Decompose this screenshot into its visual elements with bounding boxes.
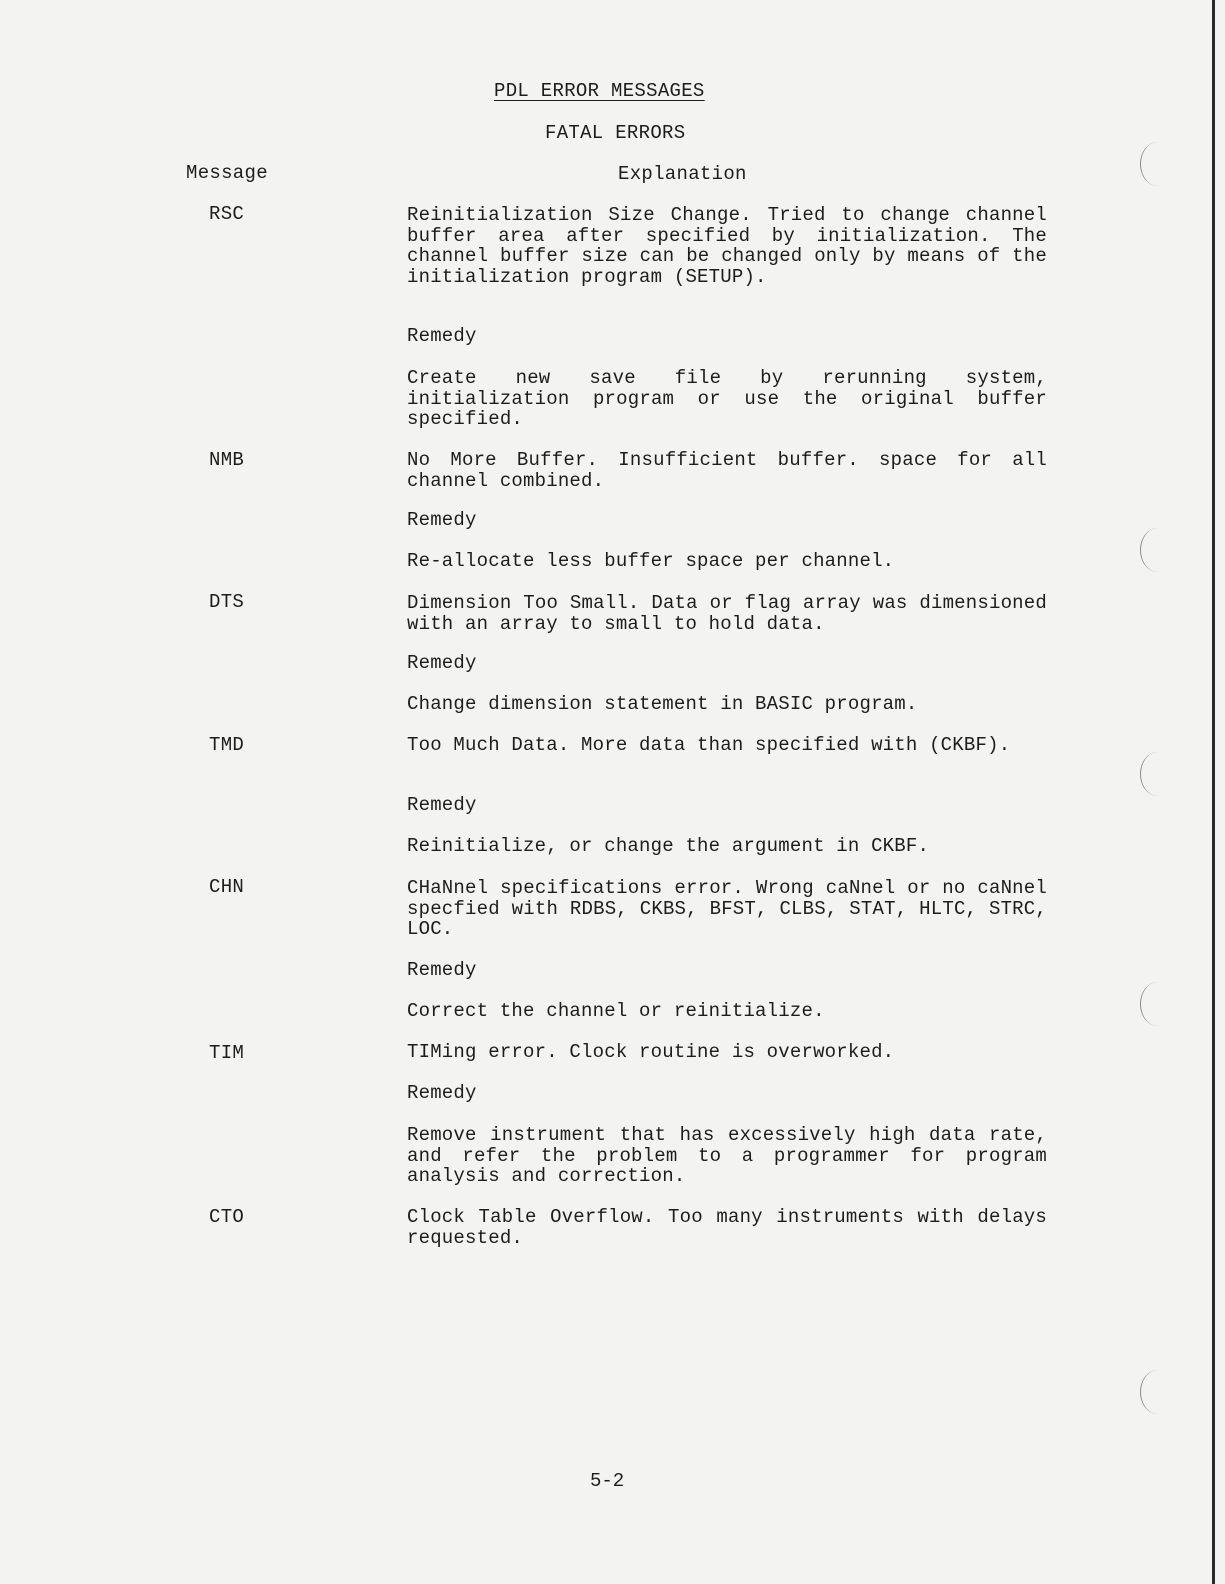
error-explanation: Reinitialization Size Change. Tried to change channel buffer area after specified by initialization. The channel buffer size can be changed only by means of the initialization program (SETUP). [407, 204, 1047, 288]
error-code: TMD [209, 734, 245, 756]
binder-hole-mark [1140, 528, 1175, 572]
document-title: PDL ERROR MESSAGES [494, 80, 705, 102]
error-code: CHN [209, 876, 245, 898]
remedy-label: Remedy [407, 652, 477, 674]
error-remedy: Change dimension statement in BASIC program. [407, 693, 918, 715]
error-explanation: Dimension Too Small. Data or flag array was dimensioned with an array to small to hold data. [407, 592, 1047, 635]
error-code: TIM [209, 1042, 245, 1064]
remedy-label: Remedy [407, 794, 477, 816]
binder-hole-mark [1140, 752, 1175, 796]
error-code: NMB [209, 449, 245, 471]
error-explanation: No More Buffer. Insufficient buffer. space for all channel combined. [407, 449, 1047, 492]
remedy-label: Remedy [407, 509, 477, 531]
page-number: 5-2 [590, 1470, 625, 1492]
error-explanation: Too Much Data. More data than specified with (CKBF). [407, 734, 1011, 756]
binder-hole-mark [1140, 142, 1175, 186]
error-code: RSC [209, 203, 245, 225]
column-header-message: Message [186, 162, 268, 184]
remedy-label: Remedy [407, 325, 477, 347]
error-code: DTS [209, 591, 245, 613]
column-header-explanation: Explanation [618, 163, 747, 185]
error-remedy: Create new save file by rerunning system, initialization program or use the original buffer specified. [407, 367, 1047, 430]
error-remedy: Reinitialize, or change the argument in CKBF. [407, 835, 930, 857]
binder-hole-mark [1140, 1370, 1175, 1414]
error-code: CTO [209, 1206, 245, 1228]
error-remedy: Remove instrument that has excessively high data rate, and refer the problem to a programmer for program analysis and correction. [407, 1124, 1047, 1187]
error-remedy: Correct the channel or reinitialize. [407, 1000, 825, 1022]
remedy-label: Remedy [407, 959, 477, 981]
remedy-label: Remedy [407, 1082, 477, 1104]
error-explanation: TIMing error. Clock routine is overworked. [407, 1041, 895, 1063]
page-edge [1212, 0, 1215, 1584]
error-explanation: CHaNnel specifications error. Wrong caNnel or no caNnel specfied with RDBS, CKBS, BFST, CLBS, STAT, HLTC, STRC, LOC. [407, 877, 1047, 940]
binder-hole-mark [1140, 982, 1175, 1026]
error-explanation: Clock Table Overflow. Too many instruments with delays requested. [407, 1206, 1047, 1249]
section-title: FATAL ERRORS [545, 122, 686, 144]
error-remedy: Re-allocate less buffer space per channel. [407, 550, 895, 572]
